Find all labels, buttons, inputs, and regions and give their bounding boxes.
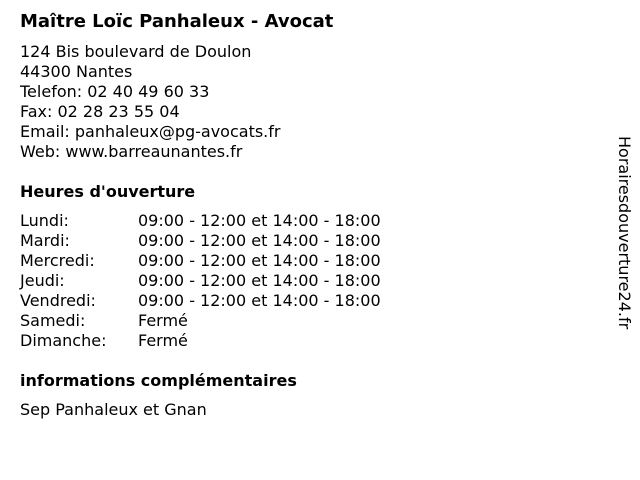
hours-row-sunday (20, 331, 590, 351)
opening-hours-heading: Heures d'ouverture (20, 182, 196, 201)
web-line: Web: www.barreaunantes.fr (20, 142, 243, 161)
hours-value: 09:00 - 12:00 et 14:00 - 18:00 (138, 291, 381, 310)
hours-day: Mercredi: (20, 251, 95, 270)
hours-row-tuesday (20, 231, 590, 251)
hours-value: 09:00 - 12:00 et 14:00 - 18:00 (138, 251, 381, 270)
hours-value: 09:00 - 12:00 et 14:00 - 18:00 (138, 211, 381, 230)
hours-row-wednesday (20, 251, 590, 271)
business-info-content (20, 10, 590, 420)
hours-value: 09:00 - 12:00 et 14:00 - 18:00 (138, 231, 381, 250)
hours-day: Vendredi: (20, 291, 96, 310)
address-line-2: 44300 Nantes (20, 62, 133, 81)
hours-value: 09:00 - 12:00 et 14:00 - 18:00 (138, 271, 381, 290)
contact-details (20, 42, 590, 162)
hours-value: Fermé (138, 311, 188, 330)
business-title: Maître Loïc Panhaleux - Avocat (20, 11, 334, 32)
vertical-site-label: Horairesdouverture24.fr (615, 136, 634, 330)
hours-row-friday (20, 291, 590, 311)
hours-row-thursday (20, 271, 590, 291)
hours-day: Mardi: (20, 231, 70, 250)
email-line: Email: panhaleux@pg-avocats.fr (20, 122, 281, 141)
hours-row-monday (20, 211, 590, 231)
additional-info-heading: informations complémentaires (20, 371, 297, 390)
address-line-1: 124 Bis boulevard de Doulon (20, 42, 252, 61)
hours-day: Lundi: (20, 211, 69, 230)
hours-day: Samedi: (20, 311, 86, 330)
fax-line: Fax: 02 28 23 55 04 (20, 102, 180, 121)
phone-line: Telefon: 02 40 49 60 33 (20, 82, 210, 101)
hours-value: Fermé (138, 331, 188, 350)
hours-day: Jeudi: (20, 271, 65, 290)
opening-hours-table (20, 211, 590, 351)
hours-day: Dimanche: (20, 331, 107, 350)
additional-info-text: Sep Panhaleux et Gnan (20, 400, 207, 419)
hours-row-saturday (20, 311, 590, 331)
